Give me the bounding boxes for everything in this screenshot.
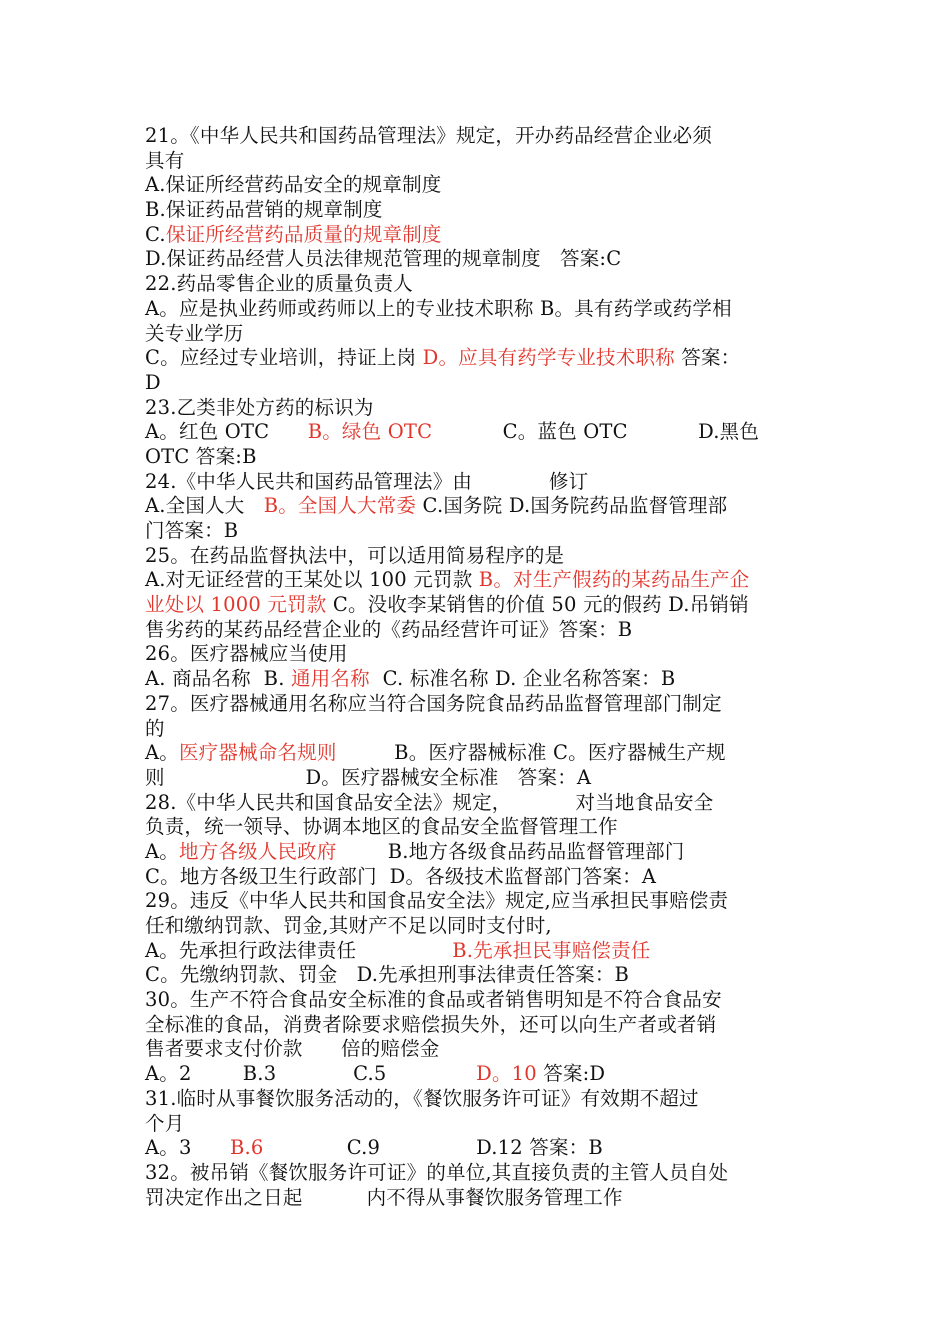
text-line	[145, 963, 815, 988]
text-segment: 关专业学历	[145, 321, 244, 345]
text-segment: 27。医疗器械通用名称应当符合国务院食品药品监督管理部门制定	[145, 691, 722, 715]
text-segment: 答案：	[674, 346, 741, 370]
text-segment: 25。在药品监督执法中，可以适用简易程序的是	[145, 543, 565, 567]
text-segment: C。应经过专业培训，持证上岗	[145, 346, 423, 370]
text-segment: A。红色 OTC	[145, 420, 308, 444]
text-line	[145, 939, 815, 964]
text-line	[145, 988, 815, 1013]
text-segment: B。医疗器械标准 C。医疗器械生产规	[336, 741, 726, 765]
text-segment: C. 标准名称 D. 企业名称答案：B	[369, 667, 676, 691]
text-line	[145, 247, 815, 272]
text-line	[145, 494, 815, 519]
text-segment: 答案:D	[536, 1062, 606, 1086]
text-segment: 个月	[145, 1111, 185, 1135]
text-segment: 门答案：B	[145, 519, 239, 542]
answer-highlight: 保证所经营药品质量的规章制度	[165, 222, 442, 246]
text-segment: 22.药品零售企业的质量负责人	[145, 272, 414, 296]
text-line	[145, 371, 815, 396]
text-segment: 32。被吊销《餐饮服务许可证》的单位,其直接负责的主管人员自处	[145, 1160, 729, 1184]
answer-highlight: D。10	[476, 1062, 537, 1086]
text-segment: A。先承担行政法律责任	[145, 938, 453, 962]
text-segment: C。没收李某销售的价值 50 元的假药 D.吊销销	[326, 593, 749, 617]
text-segment: A。应是执业药师或药师以上的专业技术职称 B。具有药学或药学相	[145, 296, 732, 320]
answer-highlight: B.先承担民事赔偿责任	[452, 938, 651, 962]
text-line	[145, 1013, 815, 1038]
text-line	[145, 470, 815, 495]
text-line	[145, 223, 815, 248]
answer-highlight: 地方各级人民政府	[178, 839, 337, 863]
text-segment: A.全国人大	[145, 494, 264, 518]
text-line	[145, 593, 815, 618]
text-line	[145, 346, 815, 371]
text-segment: C。蓝色 OTC D.黑色	[432, 420, 760, 444]
text-line	[145, 717, 815, 742]
text-line	[145, 420, 815, 445]
text-segment: A。3	[145, 1136, 230, 1160]
text-line	[145, 322, 815, 347]
text-segment: OTC 答案:B	[145, 444, 257, 468]
text-line	[145, 1037, 815, 1062]
text-segment: A。	[145, 839, 179, 863]
answer-highlight: B。全国人大常委	[263, 494, 417, 518]
text-line	[145, 840, 815, 865]
text-line	[145, 766, 815, 791]
text-segment: 的	[145, 716, 165, 740]
text-segment: B.保证药品营销的规章制度	[145, 198, 383, 222]
answer-highlight: B。对生产假药的某药品生产企	[478, 568, 750, 592]
text-segment: 28.《中华人民共和国食品安全法》规定， 对当地食品安全	[145, 790, 714, 814]
text-segment: 则 D。医疗器械安全标准 答案：A	[145, 765, 592, 789]
text-line	[145, 1087, 815, 1112]
text-segment: A。	[145, 741, 179, 765]
text-line	[145, 815, 815, 840]
text-line	[145, 544, 815, 569]
text-line	[145, 1062, 815, 1087]
answer-highlight: B.6	[229, 1136, 264, 1160]
text-segment: 31.临时从事餐饮服务活动的，《餐饮服务许可证》有效期不超过	[145, 1086, 699, 1110]
text-line	[145, 1112, 815, 1137]
text-segment: B.地方各级食品药品监督管理部门	[336, 839, 685, 863]
text-segment: D.保证药品经营人员法律规范管理的规章制度 答案:C	[145, 247, 622, 271]
text-segment: 负责，统一领导、协调本地区的食品安全监督管理工作	[145, 815, 618, 839]
text-segment: 售者要求支付价款 倍的赔偿金	[145, 1037, 440, 1061]
text-line	[145, 272, 815, 297]
text-line	[145, 791, 815, 816]
text-segment: 罚决定作出之日起 内不得从事餐饮服务管理工作	[145, 1185, 623, 1209]
answer-highlight: B。绿色 OTC	[307, 420, 433, 444]
text-segment: D	[145, 370, 161, 394]
text-segment: C.国务院 D.国务院药品监督管理部	[416, 494, 728, 518]
answer-highlight: D。应具有药学专业技术职称	[422, 346, 675, 370]
text-line	[145, 692, 815, 717]
text-line	[145, 396, 815, 421]
text-line	[145, 1161, 815, 1186]
text-line	[145, 889, 815, 914]
text-line	[145, 124, 815, 149]
text-line	[145, 445, 815, 470]
text-segment: 全标准的食品，消费者除要求赔偿损失外，还可以向生产者或者销	[145, 1012, 717, 1036]
text-line	[145, 1186, 815, 1211]
text-line	[145, 1136, 815, 1161]
text-line	[145, 297, 815, 322]
text-segment: 任和缴纳罚款、罚金,其财产不足以同时支付时,	[145, 914, 552, 937]
text-segment: A.对无证经营的王某处以 100 元罚款	[145, 568, 479, 592]
text-segment: A.保证所经营药品安全的规章制度	[145, 173, 442, 197]
text-segment: A。2 B.3 C.5	[145, 1062, 477, 1086]
text-segment: 21。《中华人民共和国药品管理法》规定，开办药品经营企业必须	[145, 124, 713, 147]
answer-highlight: 业处以 1000 元罚款	[145, 593, 327, 617]
answer-highlight: 医疗器械命名规则	[178, 741, 337, 765]
answer-highlight: 通用名称	[291, 667, 370, 691]
text-segment: 26。医疗器械应当使用	[145, 642, 348, 666]
text-line	[145, 618, 815, 643]
text-line	[145, 642, 815, 667]
text-line	[145, 519, 815, 544]
text-line	[145, 198, 815, 223]
text-line	[145, 914, 815, 939]
text-line	[145, 865, 815, 890]
text-segment: A. 商品名称 B.	[145, 667, 292, 691]
text-line	[145, 667, 815, 692]
text-segment: C.	[145, 222, 166, 246]
text-segment: C.9 D.12 答案：B	[263, 1136, 603, 1160]
text-line	[145, 173, 815, 198]
text-segment: 23.乙类非处方药的标识为	[145, 395, 374, 419]
text-segment: C。地方各级卫生行政部门 D。各级技术监督部门答案：A	[145, 864, 657, 888]
text-line	[145, 568, 815, 593]
text-segment: 具有	[145, 148, 185, 172]
text-segment: 24.《中华人民共和国药品管理法》由 修订	[145, 469, 589, 493]
text-segment: 30。生产不符合食品安全标准的食品或者销售明知是不符合食品安	[145, 988, 722, 1012]
text-line	[145, 149, 815, 174]
text-line	[145, 741, 815, 766]
text-segment: 售劣药的某药品经营企业的《药品经营许可证》答案：B	[145, 617, 633, 641]
text-segment: 29。违反《中华人民共和国食品安全法》规定,应当承担民事赔偿责	[145, 889, 729, 913]
question-text-block	[145, 124, 815, 1210]
text-segment: C。先缴纳罚款、罚金 D.先承担刑事法律责任答案：B	[145, 963, 630, 987]
